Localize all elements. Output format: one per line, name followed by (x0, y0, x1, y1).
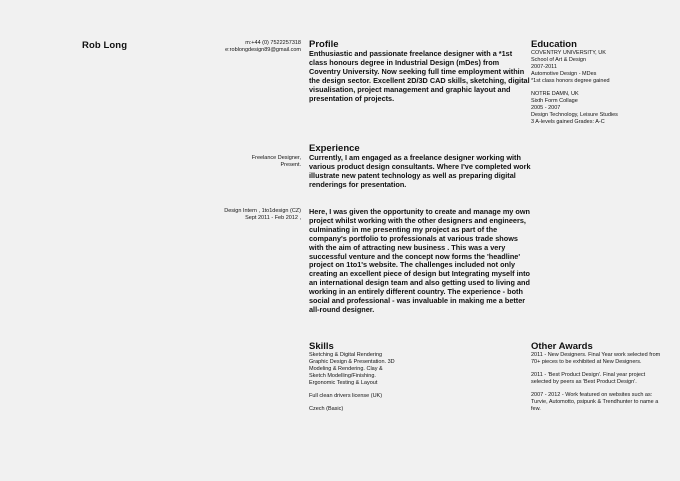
contact-phone: m:+44 (0) 7522257318 (245, 40, 301, 46)
awards-section (531, 341, 667, 413)
contact-info (225, 40, 301, 54)
experience-text: Currently, I am engaged as a freelance designer working with various product design consultants. Where I've completed work illustrate new patent technology as well as preparing digital renderings for presentation. (309, 153, 531, 189)
award-item: 2011 - New Designers. Final Year work selected from 70+ pieces to be exhibited at New Designers. (531, 352, 661, 365)
skills-license: Full clean drivers license (UK) (309, 393, 383, 399)
skills-section (309, 341, 401, 413)
experience-text: Here, I was given the opportunity to create and manage my own project whilst working with the other designers and engineers, culminating in me presenting my project as part of the company's portfolio to professionals at various trade shows with the aim of attracting new business . This was a very successful venture and the concept now forms the 'headline' project on 1to1's website. The challenges included not only creating an excellent piece of design but Integrating myself into an international design team and also getting used to living and working in an entirely different country. The experience - both social and professional - was invaluable in making me a better all-round designer. (309, 207, 530, 314)
profile-heading: Profile (309, 39, 339, 50)
experience-role: Freelance Designer, (251, 155, 301, 161)
award-item: 2011 - 'Best Product Design'. Final year project selected by peers as 'Best Product Design'. (531, 372, 646, 385)
skills-text: Sketching & Digital Rendering Graphic Design & Presentation. 3D Modeling & Rendering. Clay & Sketch Modelling/Finishing. Ergonomic Testing & Layout (309, 352, 395, 386)
contact-email: e:roblongdesign89@gmail.com (225, 47, 301, 53)
education-line: NOTRE DAMN, UK (531, 91, 579, 97)
education-line: *1st class honors degree gained (531, 78, 610, 84)
education-line: Design Technology, Leisure Studies (531, 112, 618, 118)
profile-text: Enthusiastic and passionate freelance designer with a *1st class honours degree in Industrial Design (mDes) from Coventry University. Now seeking full time employment within the design sector. Excellent 2D/3D CAD skills, sketching, digital visualisation, project management and graphic layout and presentation of projects. (309, 49, 530, 103)
experience-period: Sept 2011 - Feb 2012 , (245, 215, 301, 221)
education-line: 2005 - 2007 (531, 105, 561, 111)
candidate-name: Rob Long (82, 40, 128, 51)
education-line: COVENTRY UNIVERSITY, UK (531, 50, 606, 56)
profile-section (309, 39, 531, 103)
experience-role: Design Intern , 1to1design (CZ) (224, 208, 301, 214)
award-item: 2007 - 2012 - Work featured on websites such as: Turvie, Automotto, psipunk & Trendhunter to name a few. (531, 392, 659, 412)
education-entry (531, 91, 666, 126)
education-line: 3 A-levels gained Grades: A-C (531, 119, 605, 125)
education-line: School of Art & Design (531, 57, 587, 63)
experience-meta (252, 155, 301, 169)
education-entry (531, 50, 666, 85)
education-line: Automotive Design - MDes (531, 71, 597, 77)
education-heading: Education (531, 39, 577, 50)
education-line: Sixth Form Collage (531, 98, 578, 104)
skills-heading: Skills (309, 341, 334, 352)
experience-meta (224, 208, 301, 222)
education-line: 2007-2011 (531, 64, 557, 70)
skills-language: Czech (Basic) (309, 406, 344, 412)
education-section (531, 39, 666, 126)
experience-period: Present. (280, 162, 301, 168)
awards-heading: Other Awards (531, 341, 593, 352)
experience-heading: Experience (309, 143, 360, 154)
